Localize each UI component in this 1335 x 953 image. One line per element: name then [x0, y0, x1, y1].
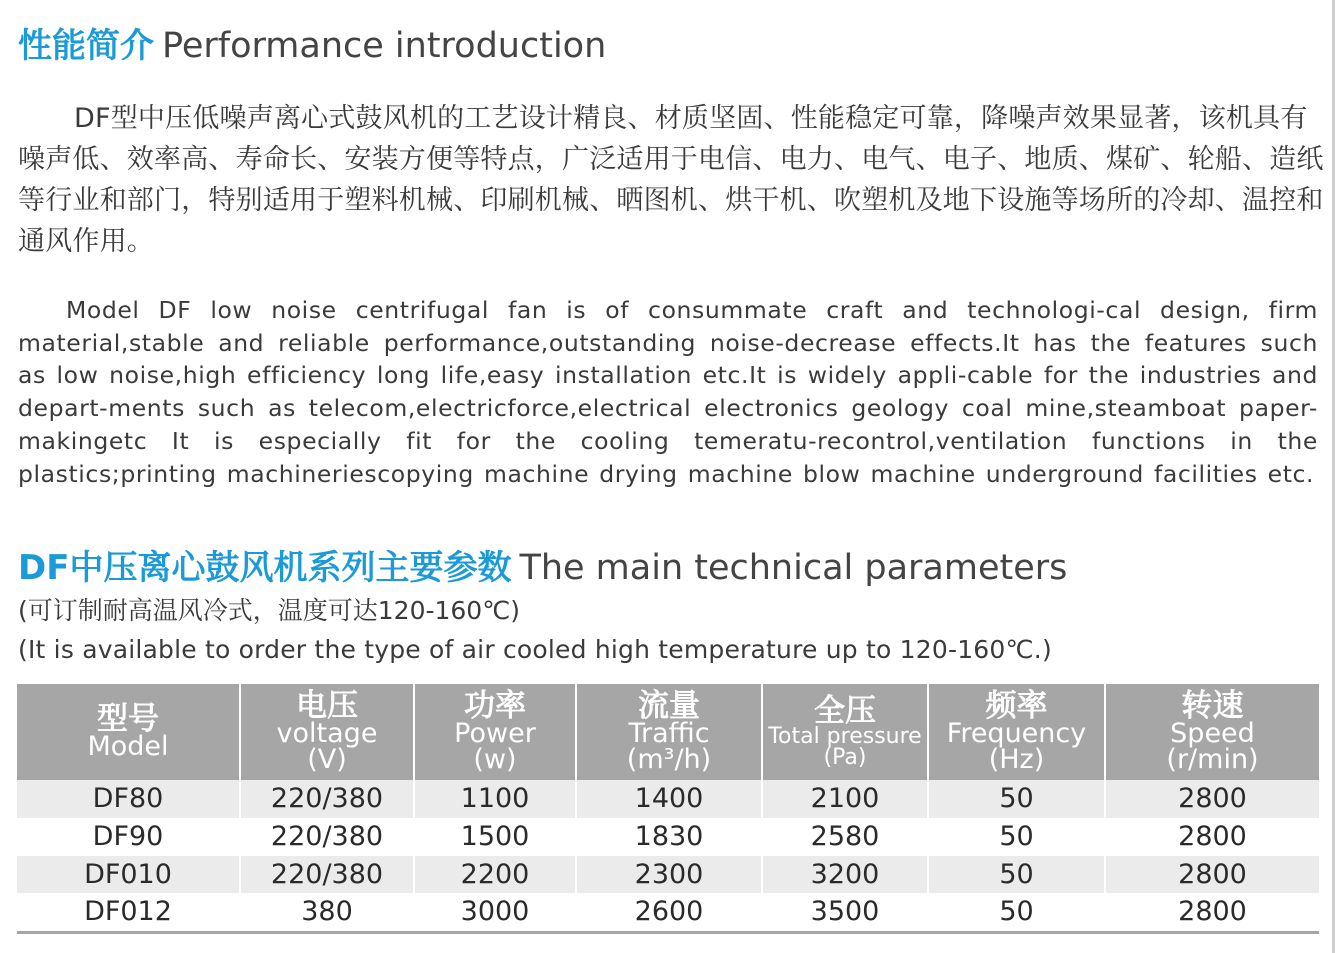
cell-pressure: 3200 [761, 856, 927, 894]
cell-speed: 2800 [1104, 780, 1319, 818]
header-power [413, 684, 575, 780]
header-label-en: Frequency [946, 718, 1087, 749]
intro-paragraph-cn: DF型中压低噪声离心式鼓风机的工艺设计精良、材质坚固、性能稳定可靠，降噪声效果显著，该机具有噪声低、效率高、寿命长、安装方便等特点，广泛适用于电信、电力、电气、电子、地质、煤矿、轮船、造纸等行业和部门，特别适用于塑料机械、印刷机械、晒图机、烘干机、吹塑机及地下设施等场所的冷却、温控和通风作用。 [18, 103, 1324, 257]
cell-voltage: 220/380 [239, 818, 413, 856]
cell-traffic: 2300 [575, 856, 761, 894]
cell-frequency: 50 [927, 856, 1104, 894]
table-header [17, 684, 1319, 780]
header-label-cn: 频率 [985, 688, 1048, 724]
cell-frequency: 50 [927, 780, 1104, 818]
section-title-cn: 性能简介 [18, 26, 154, 66]
cell-traffic: 1400 [575, 780, 761, 818]
cell-voltage: 220/380 [239, 780, 413, 818]
cell-traffic: 1830 [575, 818, 761, 856]
header-model [17, 684, 239, 780]
cell-speed: 2800 [1104, 893, 1319, 931]
cell-pressure: 2580 [761, 818, 927, 856]
cell-power: 3000 [413, 893, 575, 931]
table-row [17, 780, 1319, 818]
header-label-en: voltage [276, 718, 378, 749]
header-unit: (r/min) [1166, 744, 1259, 775]
cell-frequency: 50 [927, 818, 1104, 856]
cell-pressure: 3500 [761, 893, 927, 931]
header-unit: (m³/h) [626, 744, 712, 775]
header-unit: (V) [307, 744, 347, 775]
parameters-table [17, 684, 1319, 934]
header-label-en: Speed [1170, 718, 1255, 749]
cell-power: 1100 [413, 780, 575, 818]
section-title-en: Performance introduction [162, 26, 607, 66]
cell-speed: 2800 [1104, 856, 1319, 894]
header-label-en: Model [87, 731, 169, 762]
section-title-en: The main technical parameters [519, 548, 1068, 588]
table-row [17, 856, 1319, 894]
header-frequency [927, 684, 1104, 780]
header-label-cn: 流量 [638, 688, 700, 724]
cell-voltage: 220/380 [239, 856, 413, 894]
table-bottom-rule [17, 931, 1319, 934]
header-label-cn: 转速 [1181, 688, 1244, 724]
header-label-en: Total pressure [768, 724, 922, 749]
temperature-note-cn: (可订制耐高温风冷式，温度可达120-160℃) [18, 596, 521, 625]
cell-pressure: 2100 [761, 780, 927, 818]
cell-speed: 2800 [1104, 818, 1319, 856]
temperature-note-en: (It is available to order the type of air cooled high temperature up to 120-160℃.) [18, 635, 1052, 664]
cell-frequency: 50 [927, 893, 1104, 931]
header-total-pressure [761, 684, 927, 780]
header-label-cn: 全压 [814, 693, 876, 729]
cell-model: DF90 [92, 820, 164, 852]
cell-model: DF012 [84, 896, 172, 928]
table-row [17, 818, 1319, 856]
header-label-en: Power [454, 718, 536, 749]
section-title-cn: DF中压离心鼓风机系列主要参数 [18, 548, 512, 588]
header-unit: (w) [473, 744, 517, 775]
cell-traffic: 2600 [575, 893, 761, 931]
table-row [17, 893, 1319, 931]
header-label-en: Traffic [628, 718, 710, 749]
section-title-parameters [18, 546, 1067, 590]
header-speed [1104, 684, 1319, 780]
header-label-cn: 功率 [464, 688, 526, 724]
header-unit: (Hz) [988, 744, 1045, 775]
cell-voltage: 380 [239, 893, 413, 931]
header-traffic [575, 684, 761, 780]
intro-paragraph-en: Model DF low noise centrifugal fan is of consummate craft and technologi-cal design, firm material,stable and reliable performance,outstanding noise-decrease effects.It has the features such as low noise,high efficiency long life,easy installation etc.It is widely appli-cable for the industries and depart-ments such as telecom,electricforce,electrical electronics geology coal mine,steamboat paper-makingetc It is especially fit for the cooling temeratu-recontrol,ventilation functions in the plastics;printing machineriescopying machine drying machine blow machine underground facilities etc. [18, 296, 1318, 488]
cell-model: DF010 [84, 858, 172, 890]
cell-power: 2200 [413, 856, 575, 894]
header-label-cn: 电压 [296, 688, 358, 724]
section-title-performance [18, 24, 606, 68]
cell-model: DF80 [92, 783, 164, 814]
header-label-cn: 型号 [97, 701, 159, 737]
header-voltage [239, 684, 413, 780]
cell-power: 1500 [413, 818, 575, 856]
header-unit: (Pa) [823, 745, 867, 770]
